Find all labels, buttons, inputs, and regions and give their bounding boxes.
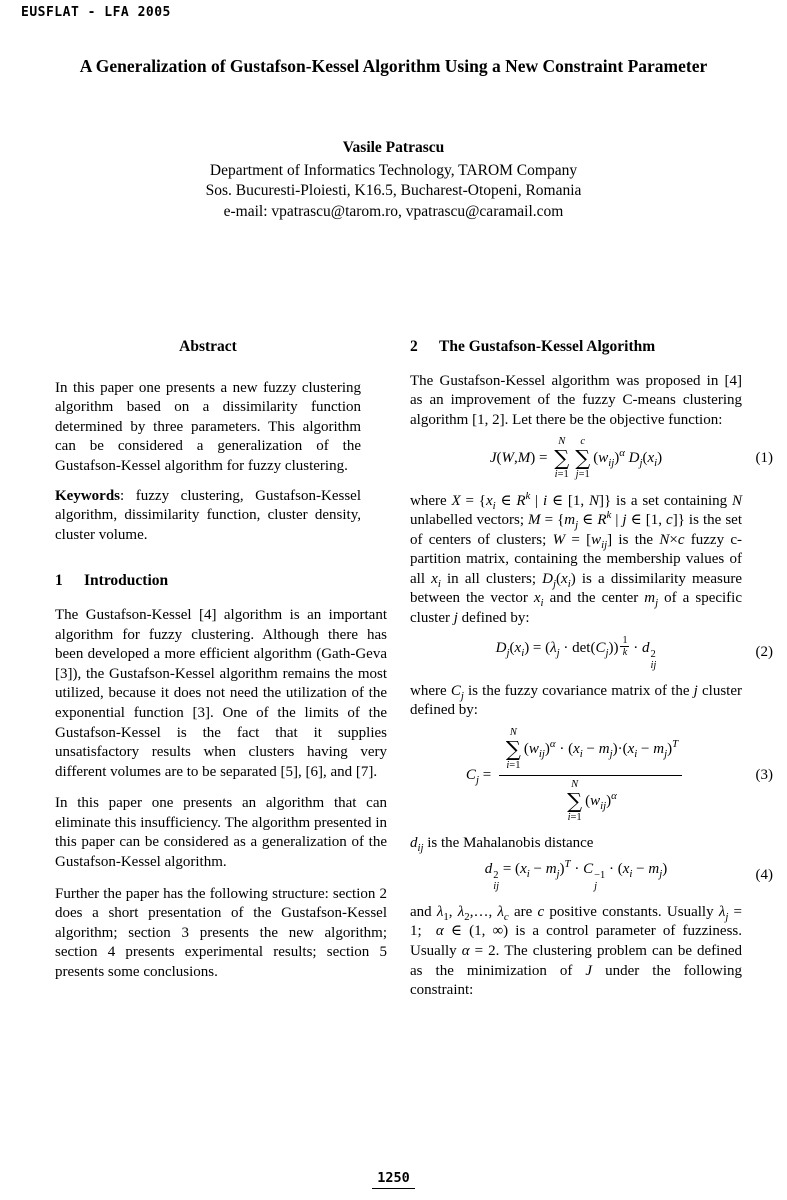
conference-header: EUSFLAT - LFA 2005 (21, 5, 171, 20)
keywords-label: Keywords (55, 487, 120, 504)
two-column-body (55, 337, 773, 1013)
equation-4-content: d 2 ij = $(x_i - m_j)^T \cdot C$ −1 j · $(x_i - m_j)$ (484, 857, 668, 893)
gk-paragraph-3: where $C_j$ is the fuzzy covariance matrix of the j cluster defined by: (410, 682, 742, 719)
section-1-number: 1 (55, 572, 63, 590)
section-1-heading (55, 571, 387, 591)
equation-3-number: (3) (755, 766, 773, 783)
equation-1-content: J(W,M) = N ∑ i=1 c ∑ j=1 $(w_{ij})^\alpha$ $D_j(x_i)$ (489, 436, 663, 481)
author-email: e-mail: vpatrascu@tarom.ro, vpatrascu@caramail.com (223, 202, 564, 220)
equation-3-content: $C_j$ = N ∑ i=1 $(w_{ij})^\alpha \cdot (x_i - m_j)\cdot(x_i - m_j)^T$ N ∑ i=1 $(w_{ij})^\alpha$ (466, 727, 686, 824)
intro-paragraph-1: The Gustafson-Kessel [4] algorithm is an important algorithm for fuzzy clustering. Although there has been developed a more efficient algorithm (Gath-Geva [3]), the Gustafson-Kessel algorithm remains the most utilized, because it does not need the utilization of the exponential function [3]. One of the limits of the Gustafson-Kessel is the fact that it supplies unsatisfactory results when clusters having very different volumes are to be separated [5], [6], and [7]. (55, 606, 387, 780)
section-2-number: 2 (410, 338, 418, 355)
author-block (0, 138, 787, 222)
equation-2 (410, 634, 773, 672)
section-1-title: Introduction (84, 572, 169, 590)
author-affiliation-1: Department of Informatics Technology, TAROM Company (209, 161, 578, 179)
equation-1 (410, 436, 773, 481)
section-2-heading (410, 337, 742, 357)
equation-3 (410, 726, 773, 824)
gk-paragraph-4: $d_{ij}$ is the Mahalanobis distance (410, 835, 594, 855)
author-affiliation-2: Sos. Bucuresti-Ploiesti, K16.5, Bucharest-Otopeni, Romania (205, 182, 582, 199)
equation-1-number: (1) (755, 450, 773, 467)
gk-paragraph-1: The Gustafson-Kessel algorithm was proposed in [4] as an improvement of the fuzzy C-means clustering algorithm [1, 2]. Let there be the objective function: (410, 372, 742, 428)
keywords-text: : fuzzy clustering, Gustafson-Kessel algorithm, dissimilarity function, cluster density, cluster volume. (55, 487, 361, 543)
abstract-section (55, 337, 387, 545)
equation-4 (410, 857, 773, 893)
gk-paragraph-5: and $\lambda_1$, $\lambda_2,\dots$, $\lambda_c$ are c positive constants. Usually $\lambda_j = 1$; α ∈ (1, ∞) is a control parameter of fuzziness. Usually α = 2. The clustering problem can be defined as the minimization of J under the following constraint: (410, 903, 743, 999)
equation-2-content: $D_j(x_i) = (\lambda_j \cdot \det(C_j))$ $\frac{1}{k}$ · d 2 ij (495, 634, 657, 672)
left-column (55, 337, 387, 1013)
intro-paragraph-3: Further the paper has the following structure: section 2 does a short presentation of the Gustafson-Kessel algorithm; section 3 presents the new algorithm; section 4 presents experimental results; section 5 presents some conclusions. (55, 885, 387, 981)
section-2-title: The Gustafson-Kessel Algorithm (439, 338, 656, 355)
right-column (410, 337, 773, 1013)
paper-title: A Generalization of Gustafson-Kessel Algorithm Using a New Constraint Parameter (79, 56, 708, 76)
equation-2-number: (2) (755, 644, 773, 661)
page-footer (0, 1169, 787, 1187)
abstract-body: In this paper one presents a new fuzzy clustering algorithm based on a dissimilarity function determined by three parameters. This algorithm can be considered a generalization of the Gustafson-Kessel algorithm for fuzzy clustering. (55, 379, 361, 474)
intro-paragraph-2: In this paper one presents an algorithm that can eliminate this insufficiency. The algorithm presented in this paper can be considered as a generalization of the Gustafson-Kessel algorithm. (55, 795, 387, 871)
abstract-heading: Abstract (179, 338, 237, 355)
page-number: 1250 (372, 1170, 415, 1189)
keywords-paragraph (55, 487, 361, 546)
author-name: Vasile Patrascu (342, 139, 445, 156)
gk-paragraph-2: where $X = \{x_i$ ∈ $R^k$ | i ∈ [1, N]} is a set containing N unlabelled vectors; $M = \{m_j$ ∈ $R^k$ | j ∈ [1, c]} is the set of centers of clusters; $W = [w_{ij}]$ is the N×c fuzzy c-partition matrix, containing the membership values of all $x_i$ in all clusters; $D_j(x_i)$ is a dissimilarity measure between the vector $x_i$ and the center $m_j$ of a specific cluster j defined by: (410, 489, 743, 627)
equation-4-number: (4) (755, 867, 773, 884)
